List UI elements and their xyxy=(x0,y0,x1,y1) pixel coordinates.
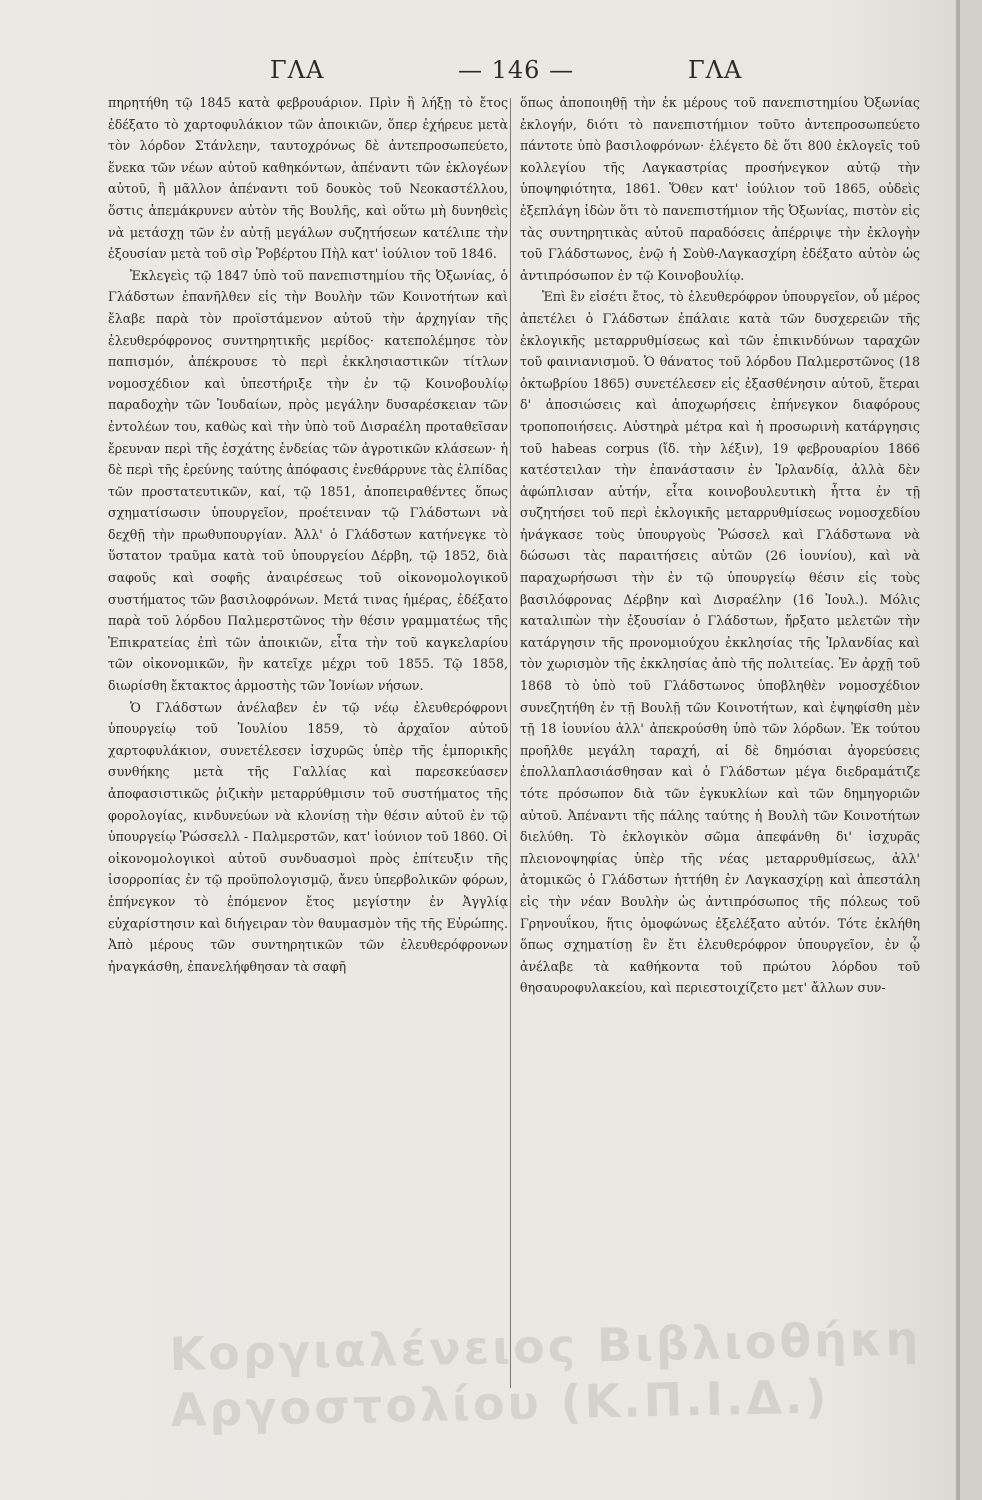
binding-shadow xyxy=(956,0,960,1500)
binding-edge xyxy=(960,0,982,1500)
right-paragraph-2: Ἐπὶ ἓν εἰσέτι ἔτος, τὸ ἐλευθερόφρον ὑπουργεῖον, οὗ μέρος ἀπετέλει ὁ Γλάδστων ἐπάλαιε κατὰ τῶν δυσχερειῶν τῆς ἐκλογικῆς μεταρρυθμίσεως καὶ τῶν ἐπικινδύνων ταραχῶν τοῦ φαινιανισμοῦ. Ὁ θάνατος τοῦ λόρδου Παλμερστῶνος (18 ὀκτωβρίου 1865) συνετέλεσεν εἰς ἐξασθένησιν αὐτοῦ, ἕτεραι δ' ἀποσιώσεις καὶ ἀποχωρήσεις ἐπήνεγκον διαφόρους τροποποιήσεις. Αὐστηρὰ μέτρα καὶ ἡ προσωρινὴ κατάργησις τοῦ habeas corpus (ἴδ. τὴν λέξιν), 19 φεβρουαρίου 1866 κατέστειλαν τὴν ἐπανάστασιν ἐν Ἰρλανδίᾳ, ἀλλὰ δὲν ἀφώπλισαν αὐτήν, εἶτα κοινοβουλευτικὴ ἧττα ἐν τῇ συζητήσει τοῦ περὶ ἐκλογικῆς μεταρρυθμίσεως νομοσχεδίου ἠνάγκασε τοὺς ὑπουργοὺς Ῥώσσελ καὶ Γλάδστωνα νὰ δώσωσι τὰς παραιτήσεις αὐτῶν (26 ἰουνίου), καὶ νὰ παραχωρήσωσι τὴν ἐν τῷ ὑπουργείῳ θέσιν εἰς τοὺς βασιλόφρονας Δέρβην καὶ Δισραέλην (16 Ἰουλ.). Μόλις καταλιπὼν τὴν ἐξουσίαν ὁ Γλάδστων, ἤρξατο μελετῶν τὴν κατάργησιν τῆς προνομιούχου ἐκκλησίας τῆς Ἰρλανδίας καὶ τὸν χωρισμὸν τῆς ἐκκλησίας ἀπὸ τῆς πολιτείας. Ἐν ἀρχῇ τοῦ 1868 τὸ ὑπὸ τοῦ Γλάδστωνος ὑποβληθὲν νομοσχέδιον συνεζητήθη ἐν τῇ Βουλῇ τῶν Κοινοτήτων, καὶ ἐψηφίσθη μὲν τῇ 18 ἰουνίου ἀλλ' ἀπεκρούσθη ὑπὸ τῶν λόρδων. Ἐκ τούτου προῆλθε μεγάλη ταραχή, αἱ δὲ δημόσιαι ἀγορεύσεις ἐπολλαπλασιάσθησαν καὶ ὁ Γλάδστων μέγα διεδραμάτιζε τότε πρόσωπον διὰ τῶν ἐγκυκλίων καὶ τῶν δημηγοριῶν αὐτοῦ. Ἀπέναντι τῆς πάλης ταύτης ἡ Βουλὴ τῶν Κοινοτήτων διελύθη. Τὸ ἐκλογικὸν σῶμα ἀπεφάνθη δι' ἰσχυρᾶς πλειονοψηφίας ὑπὲρ τῆς νέας μεταρρυθμίσεως, ἀλλ' ἀτομικῶς ὁ Γλάδστων ἡττήθη ἐν Λαγκασχίρῃ καὶ ἀπεστάλη εἰς τὴν νέαν Βουλὴν ὡς ἀντιπρόσωπος τῆς πόλεως τοῦ Γρηνουΐκου, ἥτις ὁμοφώνως ἐξελέξατο αὐτόν. Τότε ἐκλήθη ὅπως σχηματίσῃ ἓν ἔτι ἐλευθερόφρον ὑπουργεῖον, ἐν ᾧ ἀνέλαβε τὰ καθήκοντα τοῦ πρώτου λόρδου τοῦ θησαυροφυλακείου, καὶ περιεστοιχίζετο μετ' ἄλλων συν- xyxy=(520,289,920,996)
left-paragraph-3: Ὁ Γλάδστων ἀνέλαβεν ἐν τῷ νέῳ ἐλευθερόφρονι ὑπουργείῳ τοῦ Ἰουλίου 1859, τὸ ἀρχαῖον αὐτοῦ χαρτοφυλάκιον, συνετέλεσεν ἰσχυρῶς ὑπὲρ τῆς ἐμπορικῆς συνθήκης μετὰ τῆς Γαλλίας καὶ παρεσκεύασεν ἀποφασιστικῶς ῥιζικὴν μεταρρύθμισιν τοῦ συστήματος τῆς φορολογίας, κινδυνεύων νὰ κλονίσῃ τὴν θέσιν αὐτοῦ ἐν τῷ ὑπουργείῳ Ῥώσσελλ - Παλμερστῶν, κατ' ἰούνιον τοῦ 1860. Οἱ οἰκονομολογικοὶ αὐτοῦ συνδυασμοὶ πρὸς ἐπίτευξιν τῆς ἰσορροπίας ἐν τῷ προϋπολογισμῷ, ἄνευ ὑπερβολικῶν φόρων, ἐπήνεγκον τὸ ἑπόμενον ἔτος μεγίστην ἐν Ἀγγλίᾳ εὐχαρίστησιν καὶ διήγειραν τὸν θαυμασμὸν τῆς τῆς Εὐρώπης. Ἀπὸ μέρους τῶν συντηρητικῶν τῶν ἐλευθερόφρονων ἠναγκάσθη, ἐπανελήφθησαν τὰ σαφῆ xyxy=(108,699,508,974)
right-paragraph-1: ὅπως ἀποποιηθῇ τὴν ἐκ μέρους τοῦ πανεπιστημίου Ὀξωνίας ἐκλογήν, διότι τὸ πανεπιστήμιον τοῦτο ἀντεπροσωπεύετο πάντοτε ὑπὸ βασιλοφρόνων· ἐλέγετο δὲ ὅτι 800 ἐκλογεῖς τοῦ κολλεγίου τῆς Λαγκαστρίας προσήνεγκον αὐτῷ τὴν ὑποψηφιότητα, 1861. Ὅθεν κατ' ἰούλιον τοῦ 1865, οὐδεὶς ἐξεπλάγη ἰδὼν ὅτι τὸ πανεπιστήμιον τῆς Ὀξωνίας, πιστὸν εἰς τὰς συντηρητικὰς αὐτοῦ παραδόσεις ἀπέρριψε τὴν ἐκλογὴν τοῦ Γλάδστωνος, ἐνῷ ἡ Σοὺθ-Λαγκασχίρη ἐδέξατο αὐτὸν ὡς ἀντιπρόσωπον ἐν τῷ Κοινοβουλίῳ. xyxy=(520,95,920,283)
right-column xyxy=(520,92,920,999)
page-number: — 146 — xyxy=(458,56,575,84)
left-paragraph-2: Ἐκλεγεὶς τῷ 1847 ὑπὸ τοῦ πανεπιστημίου τῆς Ὀξωνίας, ὁ Γλάδστων ἐπανῆλθεν εἰς τὴν Βουλὴν τῶν Κοινοτήτων καὶ ἔλαβε παρὰ τὸν προϊστάμενον αὐτοῦ τὴν ἀρχηγίαν τῆς ἐλευθερόφρονος συντηρητικῆς μερίδος· κατεπολέμησε τὸν παπισμόν, ἀπέκρουσε τὸ περὶ ἐκκλησιαστικῶν τίτλων νομοσχέδιον καὶ ὑπεστήριξε τὴν ἐν τῷ Κοινοβουλίῳ παραδοχὴν τῶν Ἰουδαίων, πρὸς μεγάλην δυσαρέσκειαν τῶν ἐντολέων του, καθὼς καὶ τὴν ὑπὸ τοῦ Δισραέλη προταθεῖσαν ἔρευναν περὶ τῆς ἐσχάτης ἐνδείας τῶν ἀγροτικῶν κλάσεων· ἡ δὲ περὶ τῆς ἐρεύνης ταύτης ἀπόφασις ἐνεθάρρυνε τὰς ἐλπίδας τῶν προστατευτικῶν, καί, τῷ 1851, ἀποπειραθέντες ὅπως σχηματίσωσιν ὑπουργεῖον, προέτειναν τῷ Γλάδστωνι νὰ δεχθῇ τὴν πρωθυπουργίαν. Ἀλλ' ὁ Γλάδστων κατήνεγκε τὸ ὕστατον τραῦμα κατὰ τοῦ ὑπουργείου Δέρβη, τῷ 1852, διὰ σαφοῦς καὶ σοφῆς ἀναιρέσεως τοῦ οἰκονομολογικοῦ συστήματος τῶν βασιλοφρόνων. Μετά τινας ἡμέρας, ἐδέξατο παρὰ τοῦ λόρδου Παλμερστῶνος τὴν θέσιν γραμματέως τῆς Ἐπικρατείας ἐπὶ τῶν ἀποικιῶν, εἶτα τὴν τοῦ καγκελαρίου τῶν οἰκονομικῶν, ἣν κατεῖχε μέχρι τοῦ 1855. Τῷ 1858, διωρίσθη ἔκτακτος ἁρμοστὴς τῶν Ἰονίων νήσων. xyxy=(108,267,508,694)
library-watermark: Κοργιαλένειος Βιβλιοθήκη Αργοστολίου (Κ.Π.Ι.Δ.) xyxy=(168,1311,922,1438)
header-left-keyword: ΓΛΑ xyxy=(270,56,325,84)
left-paragraph-1: πηρητήθη τῷ 1845 κατὰ φεβρουάριον. Πρὶν ἢ λήξῃ τὸ ἔτος ἐδέξατο τὸ χαρτοφυλάκιον τῶν ἀποικιῶν, ὅπερ ἐχήρευε μετὰ τὸν λόρδον Στάνλεην, ταυτοχρόνως δὲ ἀντεπροσωπεύετο, ἕνεκα τῶν νέων αὐτοῦ καθηκόντων, ἀπέναντι τῶν ἐκλογέων αὐτοῦ, ἢ μᾶλλον ἀπέναντι τοῦ δουκὸς τοῦ Νεοκαστέλλου, ὅστις ἀπεμάκρυνεν αὐτὸν τῆς Βουλῆς, καὶ οὕτω μὴ δυνηθεὶς νὰ μετάσχῃ τῶν ἐν αὐτῇ μεγάλων συζητήσεων κατέλιπε τὴν ἐξουσίαν μετὰ τοῦ σὶρ Ῥοβέρτου Πὴλ κατ' ἰούλιον τοῦ 1846. xyxy=(108,95,508,262)
left-column xyxy=(108,92,508,977)
column-divider xyxy=(510,98,511,1388)
header-right-keyword: ΓΛΑ xyxy=(688,56,743,84)
